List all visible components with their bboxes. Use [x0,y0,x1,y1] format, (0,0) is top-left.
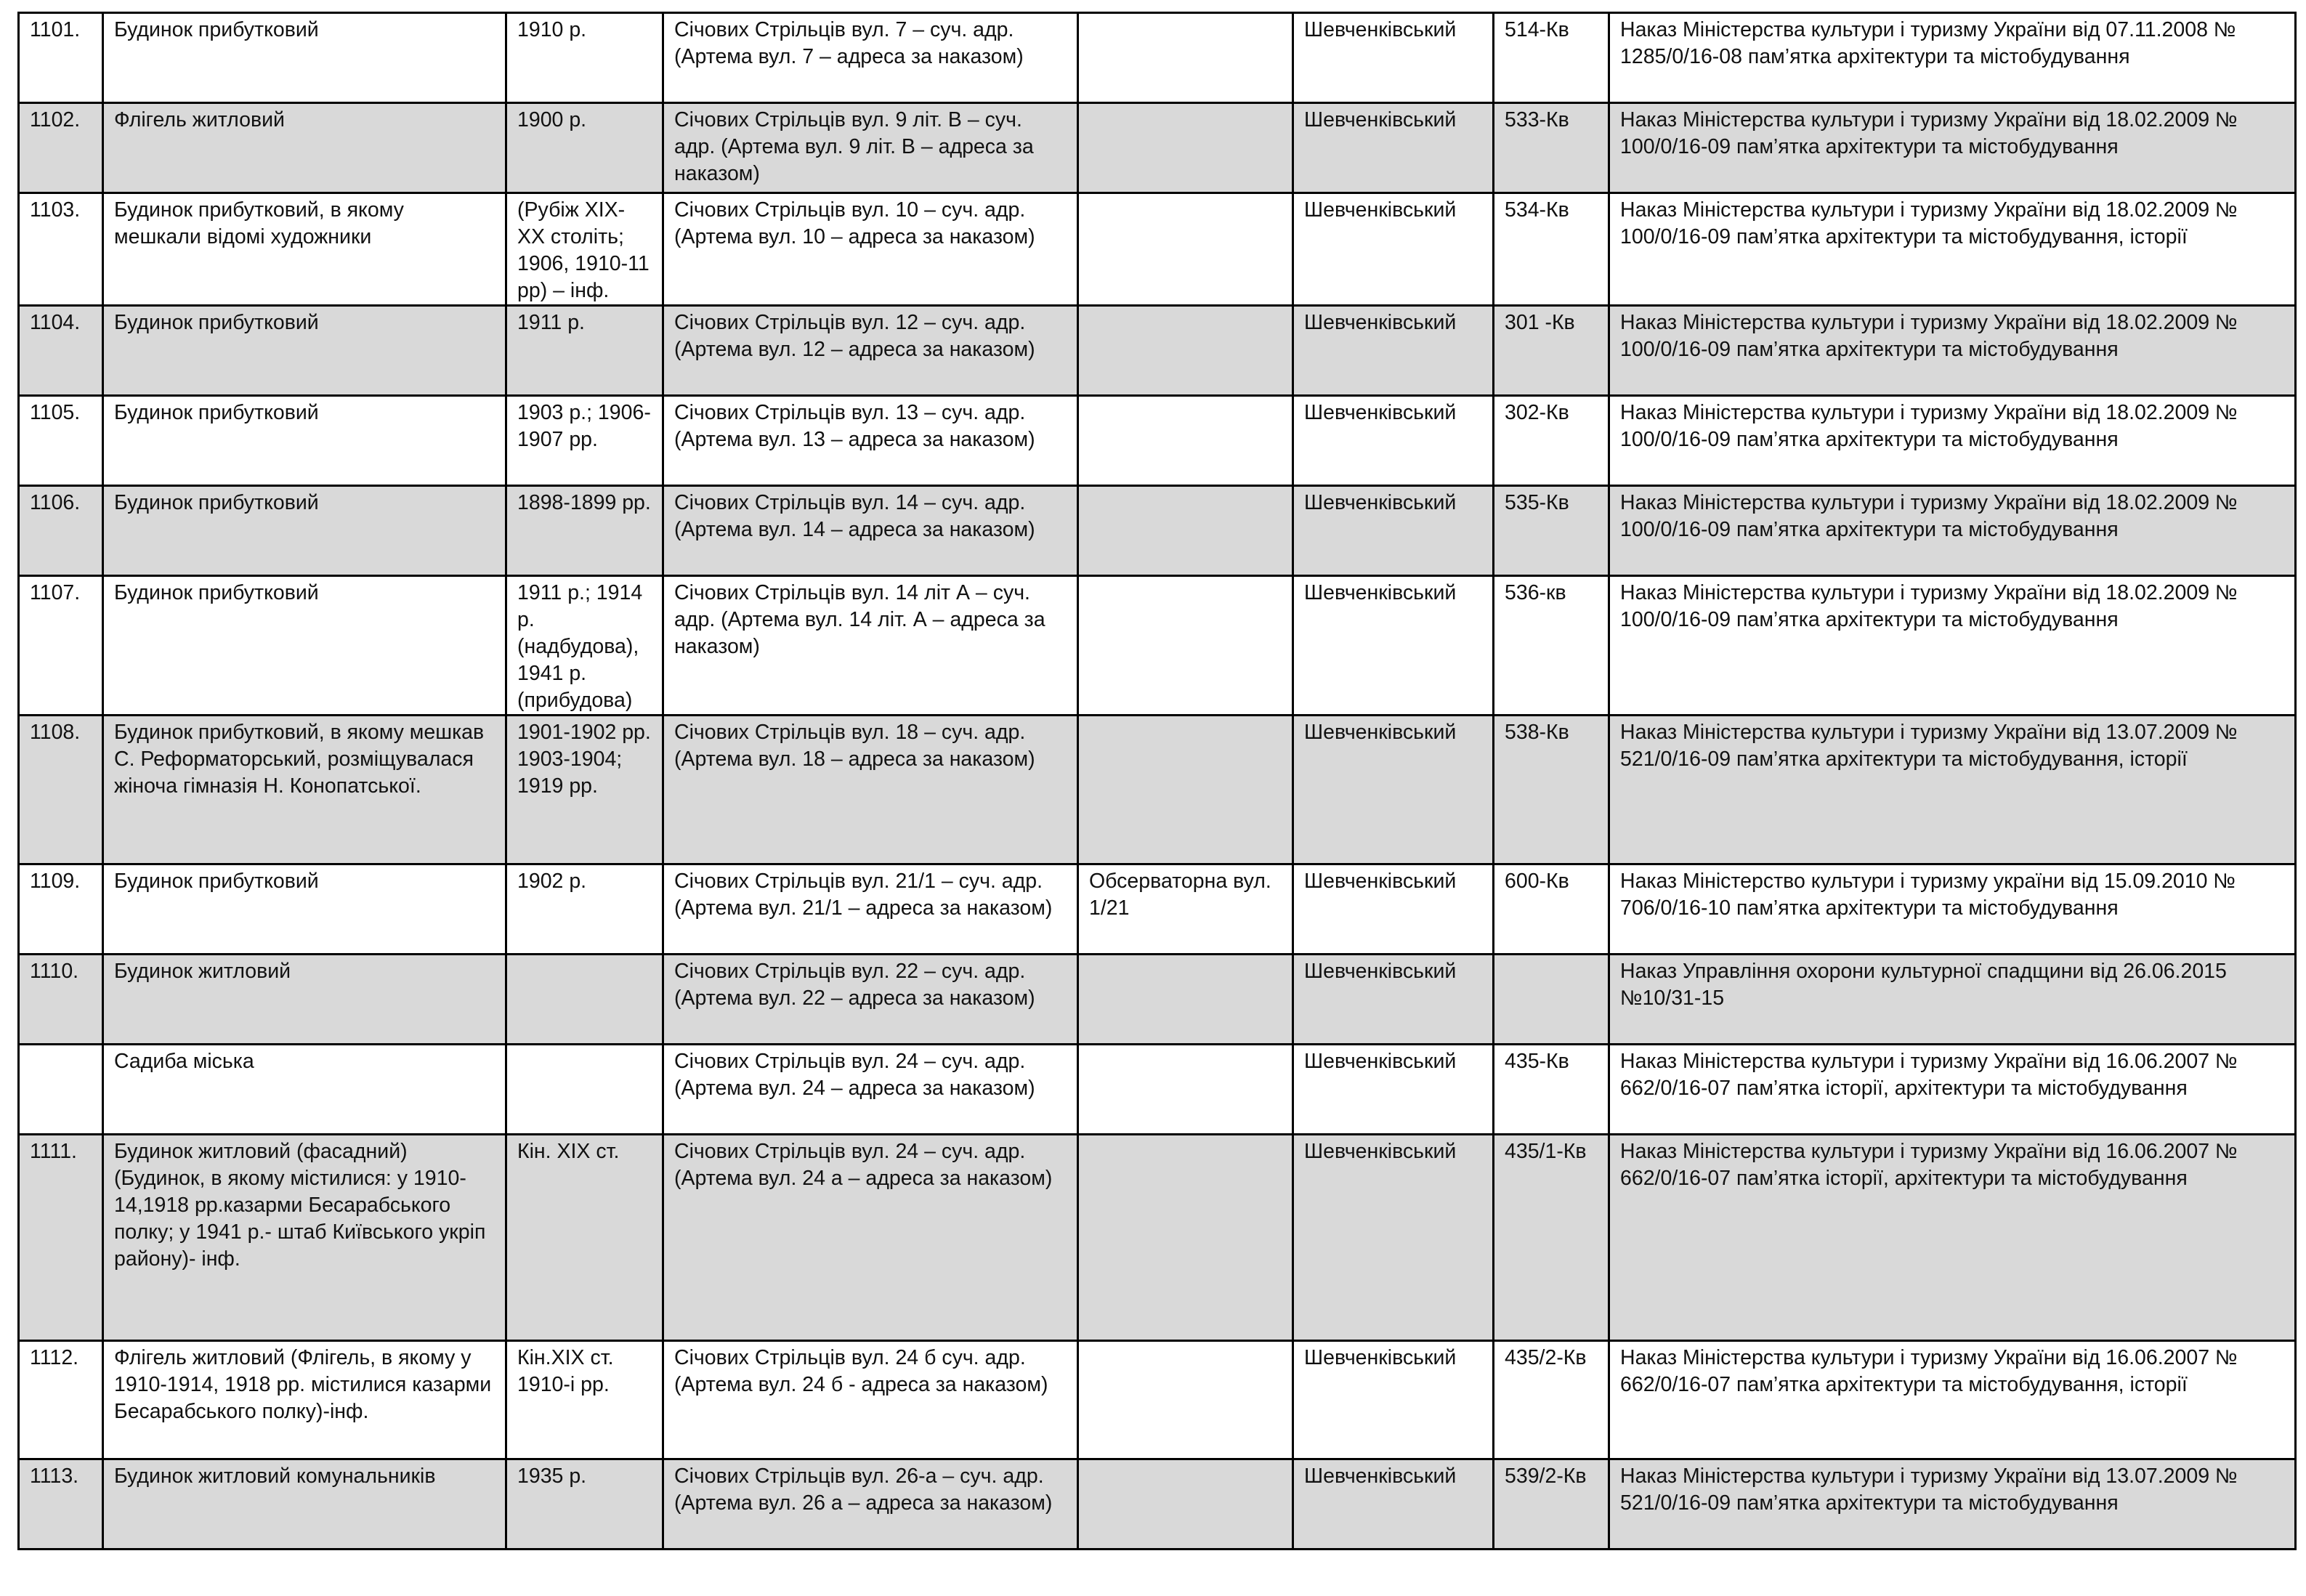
row-number-cell: 1113. [19,1459,103,1550]
district-cell: Шевченківський [1293,306,1494,396]
alt-address-cell [1078,13,1293,103]
table-row [19,955,2296,1045]
table-row [19,1135,2296,1341]
protection-code-cell: 435/2-Кв [1494,1341,1609,1459]
district-cell: Шевченківський [1293,193,1494,306]
district-cell: Шевченківський [1293,1045,1494,1135]
date-cell: 1911 р. [506,306,663,396]
row-number-cell: 1108. [19,716,103,864]
address-cell: Січових Стрільців вул. 7 – суч. адр. (Артема вул. 7 – адреса за наказом) [663,13,1078,103]
date-cell [506,1045,663,1135]
protection-code-cell: 538-Кв [1494,716,1609,864]
address-cell: Січових Стрільців вул. 24 – суч. адр. (Артема вул. 24 – адреса за наказом) [663,1045,1078,1135]
table-row [19,13,2296,103]
district-cell: Шевченківський [1293,103,1494,193]
table-row [19,103,2296,193]
row-number-cell: 1105. [19,396,103,486]
address-cell: Січових Стрільців вул. 12 – суч. адр. (Артема вул. 12 – адреса за наказом) [663,306,1078,396]
address-cell: Січових Стрільців вул. 24 б суч. адр. (Артема вул. 24 б - адреса за наказом) [663,1341,1078,1459]
order-cell: Наказ Міністерство культури і туризму україни від 15.09.2010 № 706/0/16-10 пам’ятка архітектури та містобудування [1609,864,2296,955]
object-name-cell: Будинок прибутковий, в якому мешкав С. Реформаторський, розміщувалася жіноча гімназія Н. Конопатської. [103,716,506,864]
table-row [19,486,2296,576]
district-cell: Шевченківський [1293,1459,1494,1550]
alt-address-cell [1078,306,1293,396]
date-cell: Кін.XIX ст. 1910-і рр. [506,1341,663,1459]
order-cell: Наказ Міністерства культури і туризму України від 18.02.2009 № 100/0/16-09 пам’ятка архітектури та містобудування, історії [1609,193,2296,306]
address-cell: Січових Стрільців вул. 26-а – суч. адр. (Артема вул. 26 а – адреса за наказом) [663,1459,1078,1550]
protection-code-cell: 600-Кв [1494,864,1609,955]
date-cell: 1903 р.; 1906-1907 рр. [506,396,663,486]
date-cell: 1935 р. [506,1459,663,1550]
address-cell: Січових Стрільців вул. 18 – суч. адр. (Артема вул. 18 – адреса за наказом) [663,716,1078,864]
address-cell: Січових Стрільців вул. 14 – суч. адр. (Артема вул. 14 – адреса за наказом) [663,486,1078,576]
order-cell: Наказ Міністерства культури і туризму України від 16.06.2007 № 662/0/16-07 пам’ятка історії, архітектури та містобудування [1609,1045,2296,1135]
district-cell: Шевченківський [1293,486,1494,576]
district-cell: Шевченківський [1293,864,1494,955]
row-number-cell: 1109. [19,864,103,955]
object-name-cell: Будинок прибутковий, в якому мешкали відомі художники [103,193,506,306]
district-cell: Шевченківський [1293,1341,1494,1459]
object-name-cell: Будинок прибутковий [103,13,506,103]
alt-address-cell [1078,1341,1293,1459]
address-cell: Січових Стрільців вул. 22 – суч. адр. (Артема вул. 22 – адреса за наказом) [663,955,1078,1045]
row-number-cell: 1101. [19,13,103,103]
address-cell: Січових Стрільців вул. 14 літ А – суч. адр. (Артема вул. 14 літ. А – адреса за наказом) [663,576,1078,716]
address-cell: Січових Стрільців вул. 10 – суч. адр. (Артема вул. 10 – адреса за наказом) [663,193,1078,306]
order-cell: Наказ Управління охорони культурної спадщини від 26.06.2015 №10/31-15 [1609,955,2296,1045]
alt-address-cell [1078,955,1293,1045]
monuments-register-table [17,12,2297,1550]
alt-address-cell [1078,1045,1293,1135]
order-cell: Наказ Міністерства культури і туризму України від 13.07.2009 № 521/0/16-09 пам’ятка архітектури та містобудування [1609,1459,2296,1550]
address-cell: Січових Стрільців вул. 9 літ. В – суч. адр. (Артема вул. 9 літ. В – адреса за наказом) [663,103,1078,193]
table-row [19,193,2296,306]
district-cell: Шевченківський [1293,716,1494,864]
protection-code-cell: 536-кв [1494,576,1609,716]
address-cell: Січових Стрільців вул. 13 – суч. адр. (Артема вул. 13 – адреса за наказом) [663,396,1078,486]
protection-code-cell: 514-Кв [1494,13,1609,103]
document-page [17,12,2297,1550]
alt-address-cell [1078,193,1293,306]
date-cell: (Рубіж XIX- XX століть; 1906, 1910-11 рр) – інф. [506,193,663,306]
address-cell: Січових Стрільців вул. 21/1 – суч. адр. (Артема вул. 21/1 – адреса за наказом) [663,864,1078,955]
protection-code-cell: 435/1-Кв [1494,1135,1609,1341]
protection-code-cell: 534-Кв [1494,193,1609,306]
protection-code-cell: 435-Кв [1494,1045,1609,1135]
row-number-cell: 1106. [19,486,103,576]
date-cell: 1911 р.; 1914 р. (надбудова), 1941 р. (прибудова) [506,576,663,716]
object-name-cell: Будинок житловий [103,955,506,1045]
alt-address-cell [1078,716,1293,864]
date-cell [506,955,663,1045]
row-number-cell [19,1045,103,1135]
protection-code-cell: 539/2-Кв [1494,1459,1609,1550]
object-name-cell: Будинок житловий (фасадний) (Будинок, в якому містилися: у 1910-14,1918 рр.казарми Бесарабського полку; у 1941 р.- штаб Київського укріп району)- інф. [103,1135,506,1341]
protection-code-cell [1494,955,1609,1045]
object-name-cell: Флігель житловий [103,103,506,193]
table-row [19,716,2296,864]
table-row [19,1341,2296,1459]
protection-code-cell: 535-Кв [1494,486,1609,576]
row-number-cell: 1103. [19,193,103,306]
date-cell: 1901-1902 рр. 1903-1904; 1919 рр. [506,716,663,864]
table-row [19,306,2296,396]
district-cell: Шевченківський [1293,1135,1494,1341]
table-row [19,1045,2296,1135]
order-cell: Наказ Міністерства культури і туризму України від 18.02.2009 № 100/0/16-09 пам’ятка архітектури та містобудування [1609,576,2296,716]
district-cell: Шевченківський [1293,396,1494,486]
order-cell: Наказ Міністерства культури і туризму України від 18.02.2009 № 100/0/16-09 пам’ятка архітектури та містобудування [1609,103,2296,193]
object-name-cell: Будинок прибутковий [103,396,506,486]
object-name-cell: Будинок прибутковий [103,576,506,716]
protection-code-cell: 302-Кв [1494,396,1609,486]
address-cell: Січових Стрільців вул. 24 – суч. адр. (Артема вул. 24 а – адреса за наказом) [663,1135,1078,1341]
table-row [19,1459,2296,1550]
row-number-cell: 1111. [19,1135,103,1341]
object-name-cell: Будинок прибутковий [103,864,506,955]
table-body [19,13,2296,1550]
alt-address-cell: Обсерваторна вул. 1/21 [1078,864,1293,955]
date-cell: 1902 р. [506,864,663,955]
object-name-cell: Будинок житловий комунальників [103,1459,506,1550]
date-cell: 1910 р. [506,13,663,103]
alt-address-cell [1078,103,1293,193]
alt-address-cell [1078,486,1293,576]
table-row [19,576,2296,716]
order-cell: Наказ Міністерства культури і туризму України від 18.02.2009 № 100/0/16-09 пам’ятка архітектури та містобудування [1609,396,2296,486]
date-cell: 1898-1899 рр. [506,486,663,576]
object-name-cell: Будинок прибутковий [103,486,506,576]
date-cell: Кін. XIX ст. [506,1135,663,1341]
row-number-cell: 1102. [19,103,103,193]
row-number-cell: 1104. [19,306,103,396]
alt-address-cell [1078,1459,1293,1550]
row-number-cell: 1107. [19,576,103,716]
order-cell: Наказ Міністерства культури і туризму України від 18.02.2009 № 100/0/16-09 пам’ятка архітектури та містобудування [1609,306,2296,396]
protection-code-cell: 533-Кв [1494,103,1609,193]
table-row [19,396,2296,486]
district-cell: Шевченківський [1293,13,1494,103]
object-name-cell: Флігель житловий (Флігель, в якому у 1910-1914, 1918 рр. містилися казарми Бесарабського полку)-інф. [103,1341,506,1459]
order-cell: Наказ Міністерства культури і туризму України від 07.11.2008 № 1285/0/16-08 пам’ятка архітектури та містобудування [1609,13,2296,103]
row-number-cell: 1110. [19,955,103,1045]
alt-address-cell [1078,576,1293,716]
order-cell: Наказ Міністерства культури і туризму України від 13.07.2009 № 521/0/16-09 пам’ятка архітектури та містобудування, історії [1609,716,2296,864]
alt-address-cell [1078,1135,1293,1341]
order-cell: Наказ Міністерства культури і туризму України від 18.02.2009 № 100/0/16-09 пам’ятка архітектури та містобудування [1609,486,2296,576]
object-name-cell: Садиба міська [103,1045,506,1135]
protection-code-cell: 301 -Кв [1494,306,1609,396]
district-cell: Шевченківський [1293,955,1494,1045]
object-name-cell: Будинок прибутковий [103,306,506,396]
table-row [19,864,2296,955]
alt-address-cell [1078,396,1293,486]
order-cell: Наказ Міністерства культури і туризму України від 16.06.2007 № 662/0/16-07 пам’ятка архітектури та містобудування, історії [1609,1341,2296,1459]
row-number-cell: 1112. [19,1341,103,1459]
district-cell: Шевченківський [1293,576,1494,716]
date-cell: 1900 р. [506,103,663,193]
order-cell: Наказ Міністерства культури і туризму України від 16.06.2007 № 662/0/16-07 пам’ятка історії, архітектури та містобудування [1609,1135,2296,1341]
